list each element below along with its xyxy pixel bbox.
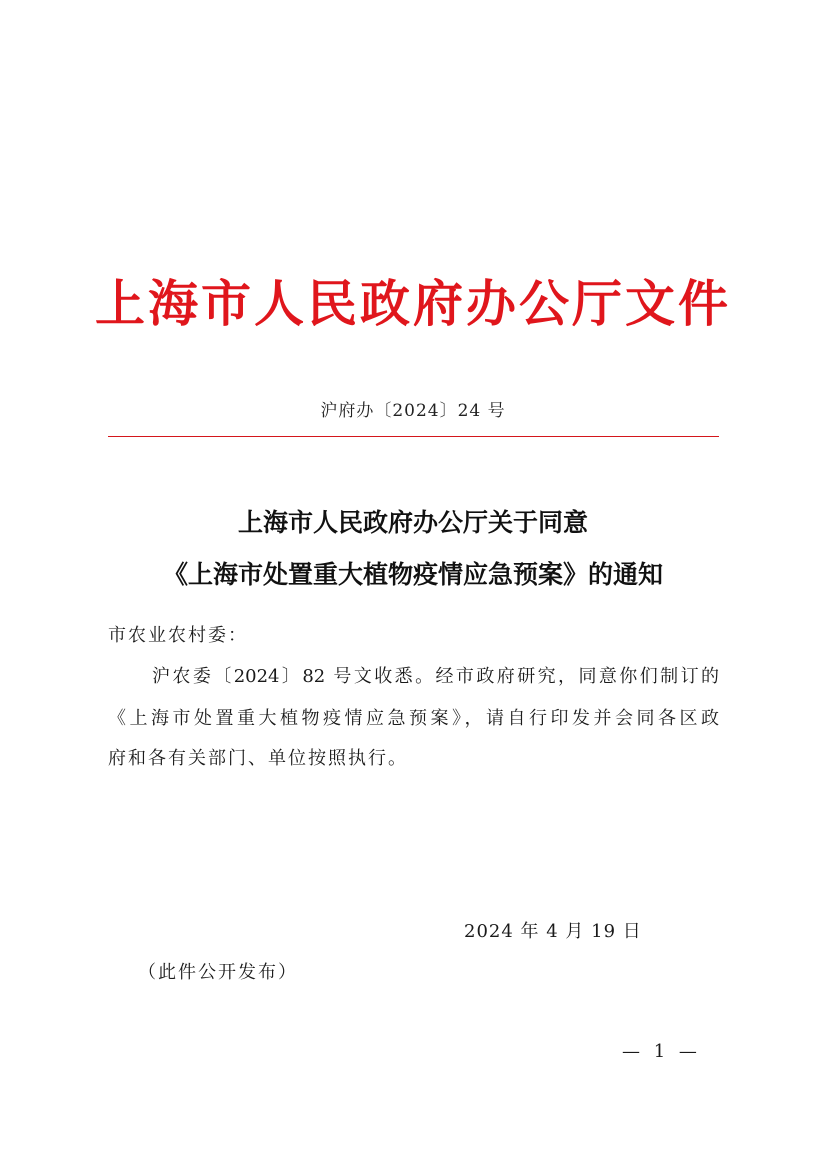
publication-note: （此件公开发布） xyxy=(138,962,298,983)
notice-title-line-2: 《上海市处置重大植物疫情应急预案》的通知 xyxy=(162,560,663,589)
body-text-line-3: 府和各有关部门、单位按照执行。 xyxy=(108,748,408,769)
page-number: — 1 — xyxy=(622,1041,701,1062)
header-divider-line xyxy=(108,436,719,437)
notice-title-line-1: 上海市人民政府办公厅关于同意 xyxy=(237,508,588,537)
addressee: 市农业农村委： xyxy=(108,625,248,646)
issue-date: 2024 年 4 月 19 日 xyxy=(464,921,642,942)
body-text-line-2: 《上海市处置重大植物疫情应急预案》，请自行印发并会同各区政 xyxy=(108,708,719,729)
document-header-title: 上海市人民政府办公厅文件 xyxy=(95,274,731,333)
body-text-line-1: 沪农委〔2024〕82 号文收悉。经市政府研究，同意你们制订的 xyxy=(152,666,719,687)
document-number: 沪府办〔2024〕24 号 xyxy=(320,401,506,421)
